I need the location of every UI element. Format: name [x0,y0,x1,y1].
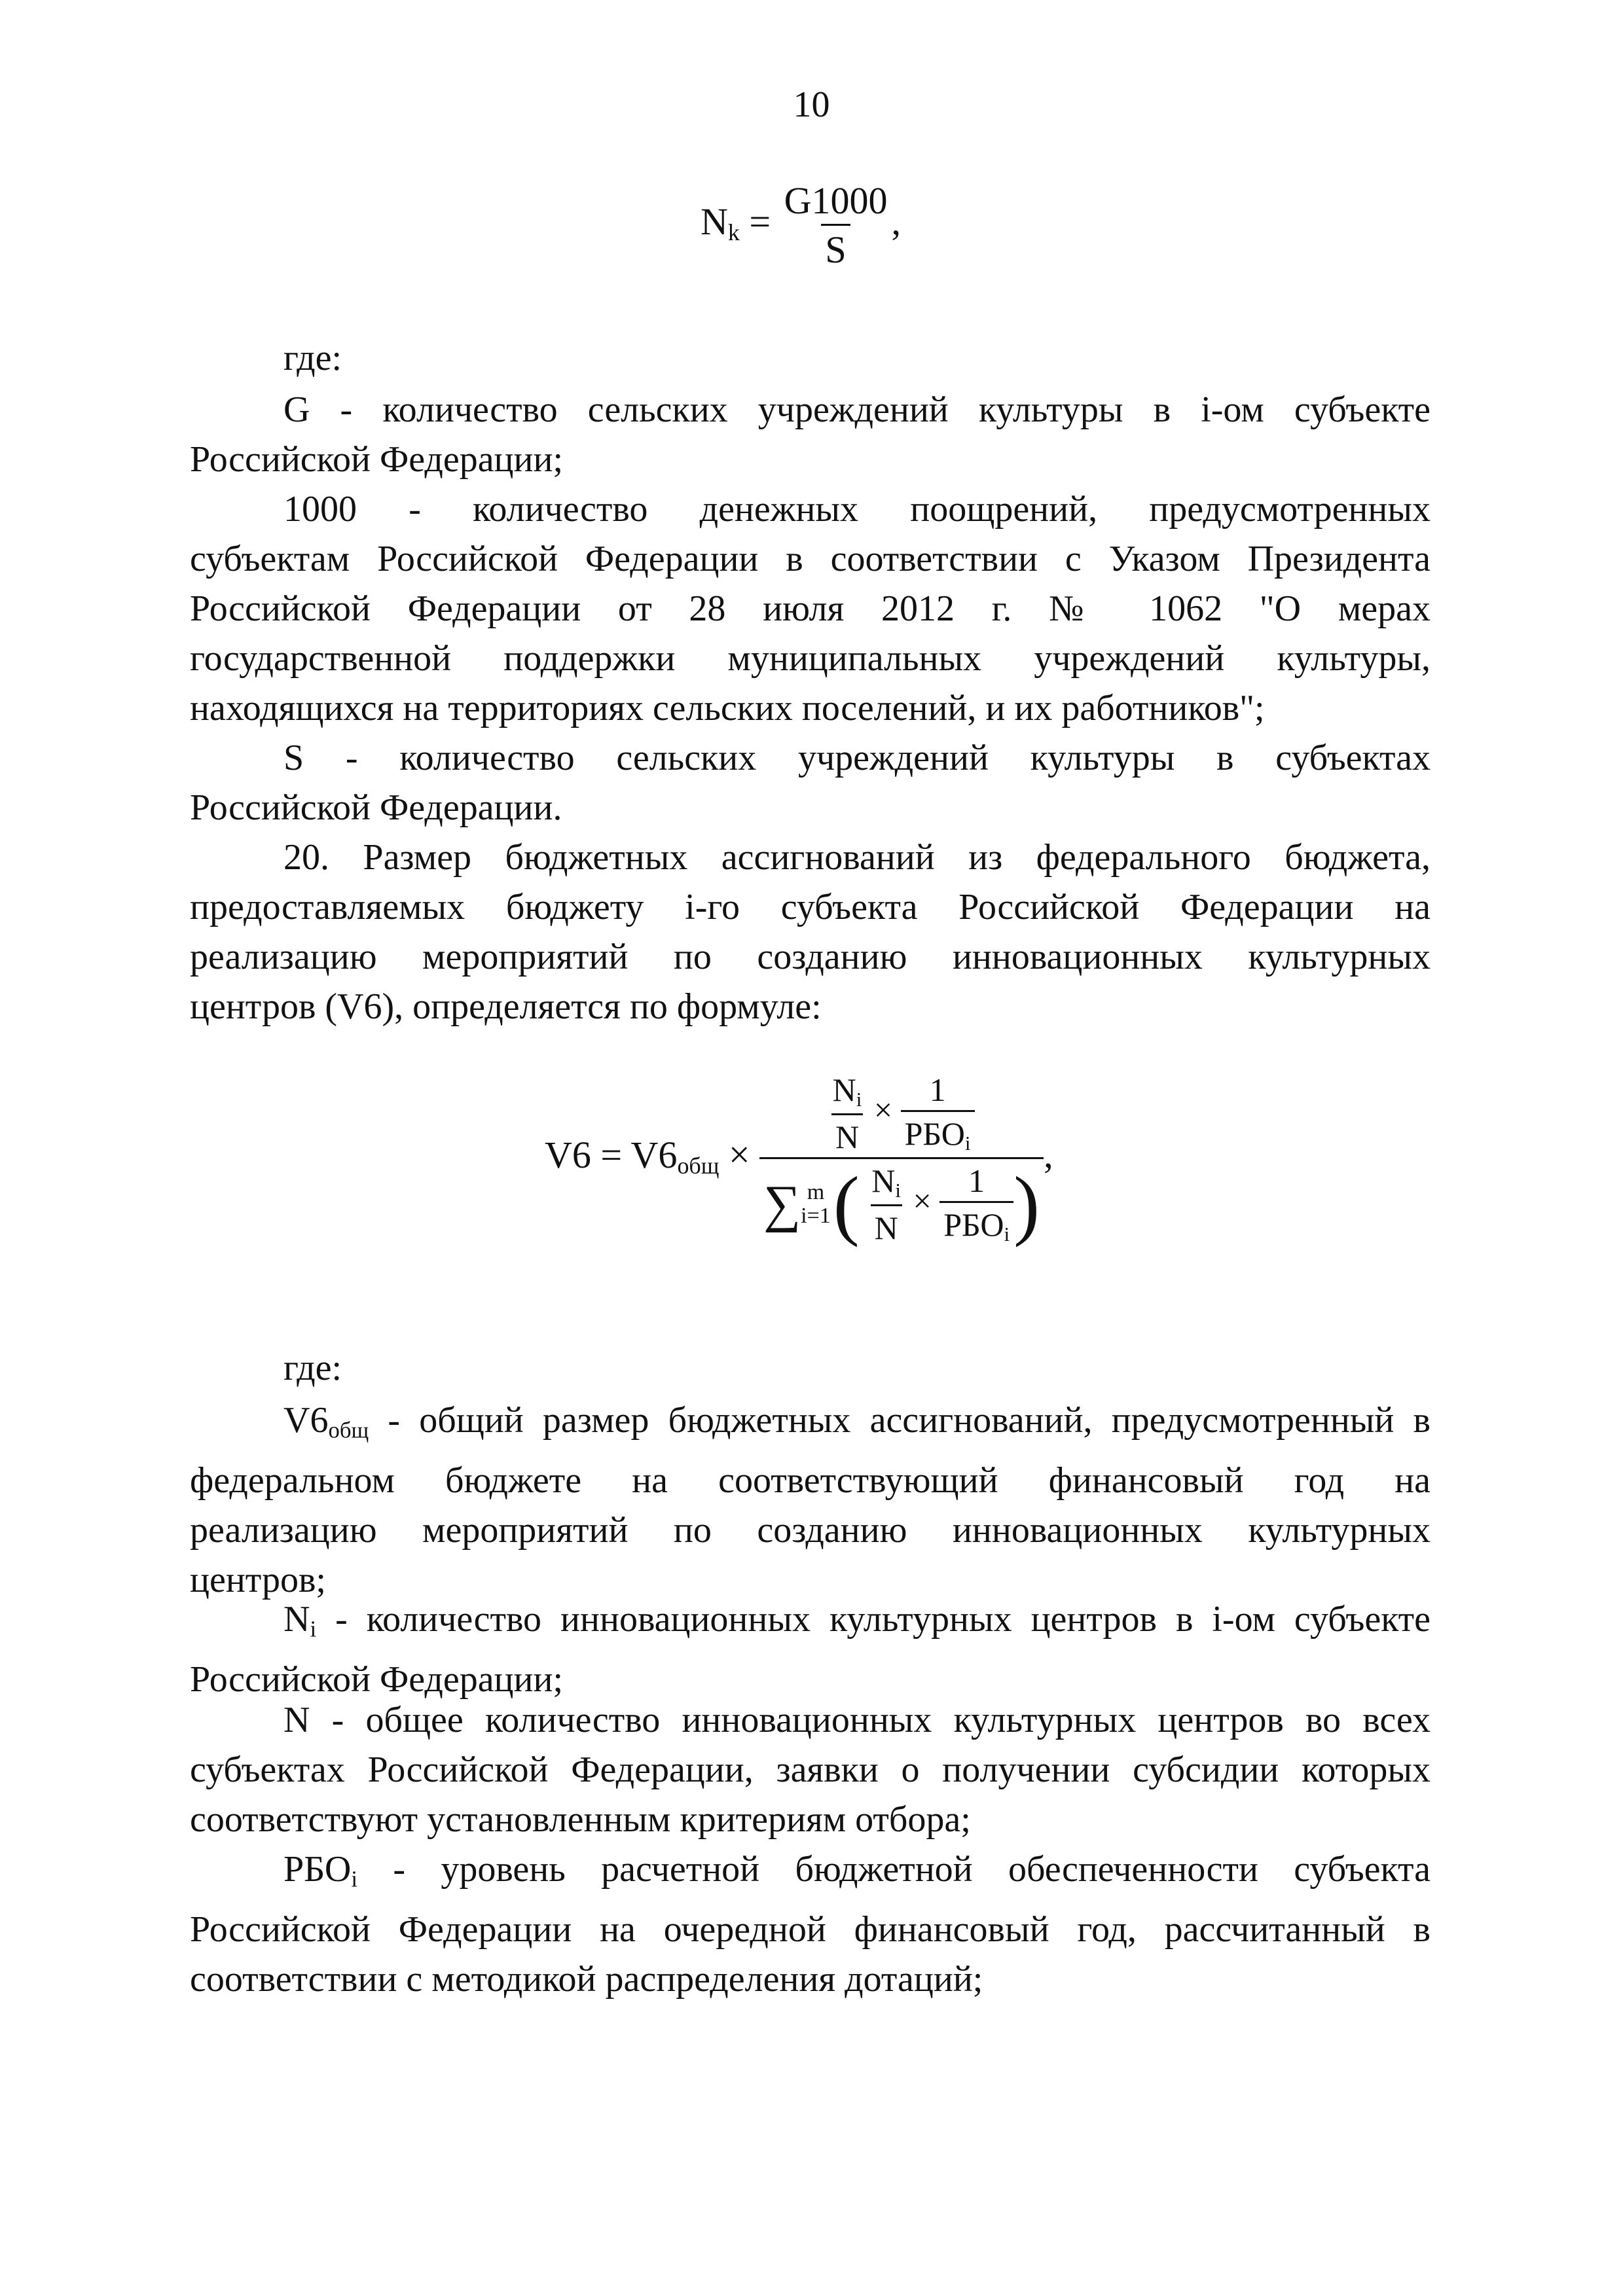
formula-nk: $N_k$ = $\frac{G1000}{S}$ , [701,179,901,271]
formula-v6-lhs: $V6 = V6_{общ}$ [545,1133,720,1179]
definition-s: S - количество сельских учреждений культуры в субъектах Российской Федерации. [190,738,1431,828]
definition-rbo: $РБО_i$ - уровень расчетной бюджетной обеспеченности субъекта Российской Федерации на очередной финансовый год, рассчитанный в соответствии с методикой распределения дотаций; [190,1849,1431,2000]
definition-n: N - общее количество инновационных культурных центров во всех субъектах Российской Федерации, заявки о получении субсидии которых соответствуют установленным критериям отбора; [190,1700,1431,1840]
page-number: 10 [793,84,830,125]
where-label-1: где: [283,338,342,378]
v6-symbol: $V6_{общ}$ [283,1400,369,1443]
sum-sign: ∑ [763,1175,801,1233]
formula-v6: $V6 = V6_{общ}$ × $\frac{N_i}{N}$ × $\frac{1}{РБО_i}$ ∑ m i=1 ( $\frac{N_i}{N}$ × $\frac{1}{РБО_i}$ ) , [545,1071,1053,1247]
definition-v6: $V6_{общ}$ - общий размер бюджетных ассигнований, предусмотренный в федеральном бюджете на соответствующий финансовый год на реализацию мероприятий по созданию инновационных культурных центров; [190,1400,1431,1600]
formula-nk-fraction: $\frac{G1000}{S}$ [784,179,888,271]
where-label-2: где: [283,1348,342,1388]
definition-ni: $N_i$ - количество инновационных культурных центров в i-ом субъекте Российской Федерации; [190,1599,1431,1700]
ni-symbol: $N_i$ [283,1599,317,1642]
formula-v6-main-fraction: $\frac{N_i}{N}$ × $\frac{1}{РБО_i}$ ∑ m i=1 ( $\frac{N_i}{N}$ × $\frac{1}{РБО_i}$ ) [759,1073,1044,1244]
definition-1000: 1000 - количество денежных поощрений, предусмотренных субъектам Российской Федерации в соответствии с Указом Президента Российской Федерации от 28 июля 2012 г. № 1062 "О мерах государственной поддержки муниципальных учреждений культуры, находящихся на территориях сельских поселений, и их работников"; [190,489,1431,728]
rbo-symbol: $РБО_i$ [283,1849,358,1892]
definition-g: G - количество сельских учреждений культуры в i-ом субъекте Российской Федерации; [190,389,1431,480]
paragraph-20: 20. Размер бюджетных ассигнований из федерального бюджета, предоставляемых бюджету i-го субъекта Российской Федерации на реализацию мероприятий по созданию инновационных культурных центров (V6), определяется по формуле: [190,837,1431,1027]
formula-nk-lhs: $N_k$ [701,200,740,245]
